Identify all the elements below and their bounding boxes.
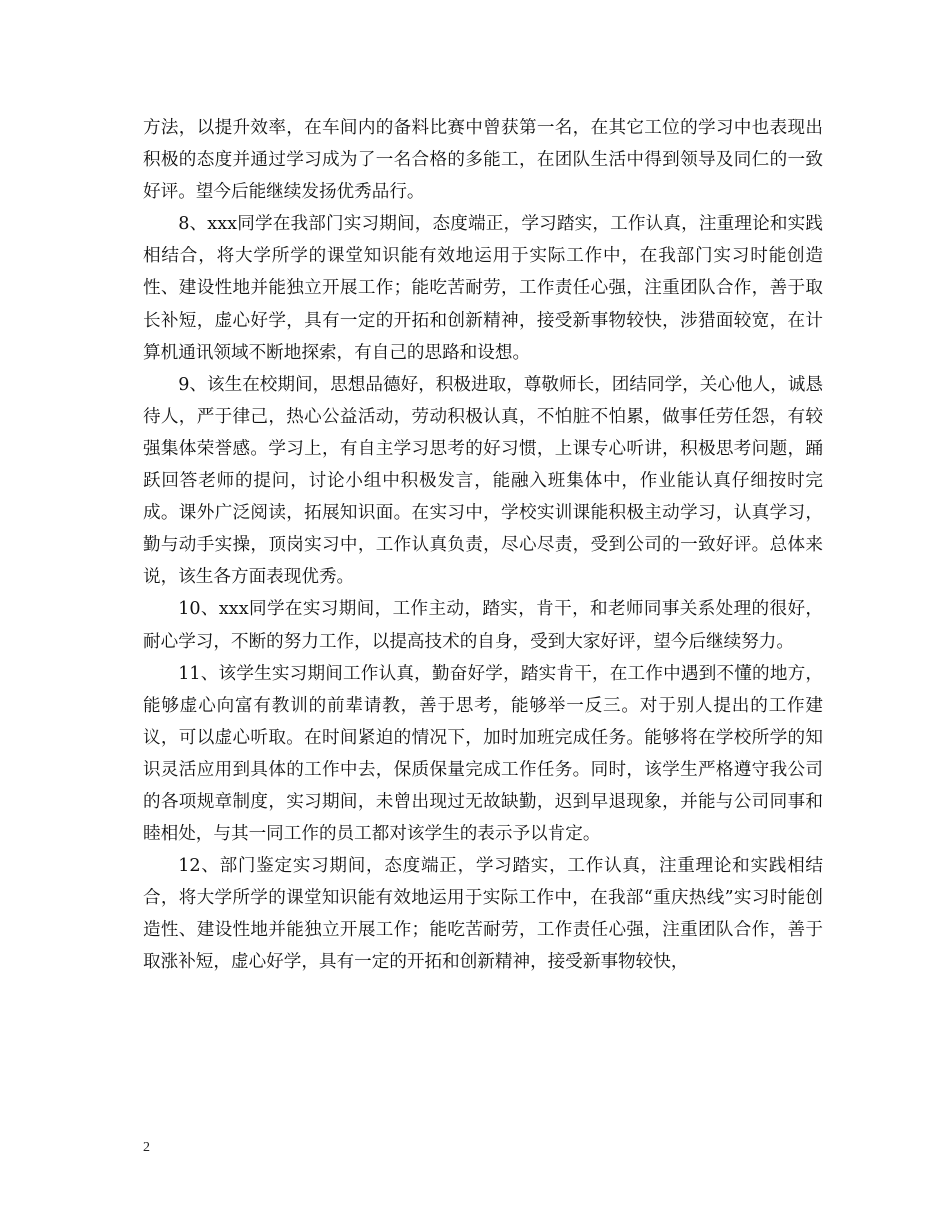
paragraph-continuation: 方法，以提升效率，在车间内的备料比赛中曾获第一名，在其它工位的学习中也表现出积极的态度并通过学习成为了一名合格的多能工，在团队生活中得到领导及同仁的一致好评。望今后能继续发扬优秀品行。 (143, 118, 823, 203)
paragraph-item-11: 11、该学生实习期间工作认真，勤奋好学，踏实肯干，在工作中遇到不懂的地方，能够虚心向富有教训的前辈请教，善于思考，能够举一反三。对于别人提出的工作建议，可以虚心听取。在时间紧迫的情况下，加时加班完成任务。能够将在学校所学的知识灵活应用到具体的工作中去，保质保量完成工作任务。同时，该学生严格遵守我公司的各项规章制度，实习期间，未曾出现过无故缺勤，迟到早退现象，并能与公司同事和睦相处，与其一同工作的员工都对该学生的表示予以肯定。 (143, 663, 823, 845)
page-number: 2 (143, 1140, 150, 1155)
paragraph-item-12: 12、部门鉴定实习期间，态度端正，学习踏实，工作认真，注重理论和实践相结合，将大学所学的课堂知识能有效地运用于实际工作中，在我部“重庆热线”实习时能创造性、建设性地并能独立开展工作；能吃苦耐劳，工作责任心强，注重团队合作，善于取涨补短，虚心好学，具有一定的开拓和创新精神，接受新事物较快， (143, 856, 823, 973)
paragraph-item-9: 9、该生在校期间，思想品德好，积极进取，尊敬师长，团结同学，关心他人，诚恳待人，严于律己，热心公益活动，劳动积极认真，不怕脏不怕累，做事任劳任怨，有较强集体荣誉感。学习上，有自主学习思考的好习惯，上课专心听讲，积极思考问题，踊跃回答老师的提问，讨论小组中积极发言，能融入班集体中，作业能认真仔细按时完成。课外广泛阅读，拓展知识面。在实习中，学校实训课能积极主动学习，认真学习，勤与动手实操，顶岗实习中，工作认真负责，尽心尽责，受到公司的一致好评。总体来说，该生各方面表现优秀。 (143, 374, 823, 588)
paragraph-item-8: 8、xxx同学在我部门实习期间，态度端正，学习踏实，工作认真，注重理论和实践相结合，将大学所学的课堂知识能有效地运用于实际工作中，在我部门实习时能创造性、建设性地并能独立开展工作；能吃苦耐劳，工作责任心强，注重团队合作，善于取长补短，虚心好学，具有一定的开拓和创新精神，接受新事物较快，涉猎面较宽，在计算机通讯领域不断地探索，有自己的思路和设想。 (143, 214, 823, 363)
paragraph-item-10: 10、xxx同学在实习期间，工作主动，踏实，肯干，和老师同事关系处理的很好，耐心学习，不断的努力工作，以提高技术的自身，受到大家好评，望今后继续努力。 (143, 599, 823, 652)
document-body (143, 112, 823, 979)
